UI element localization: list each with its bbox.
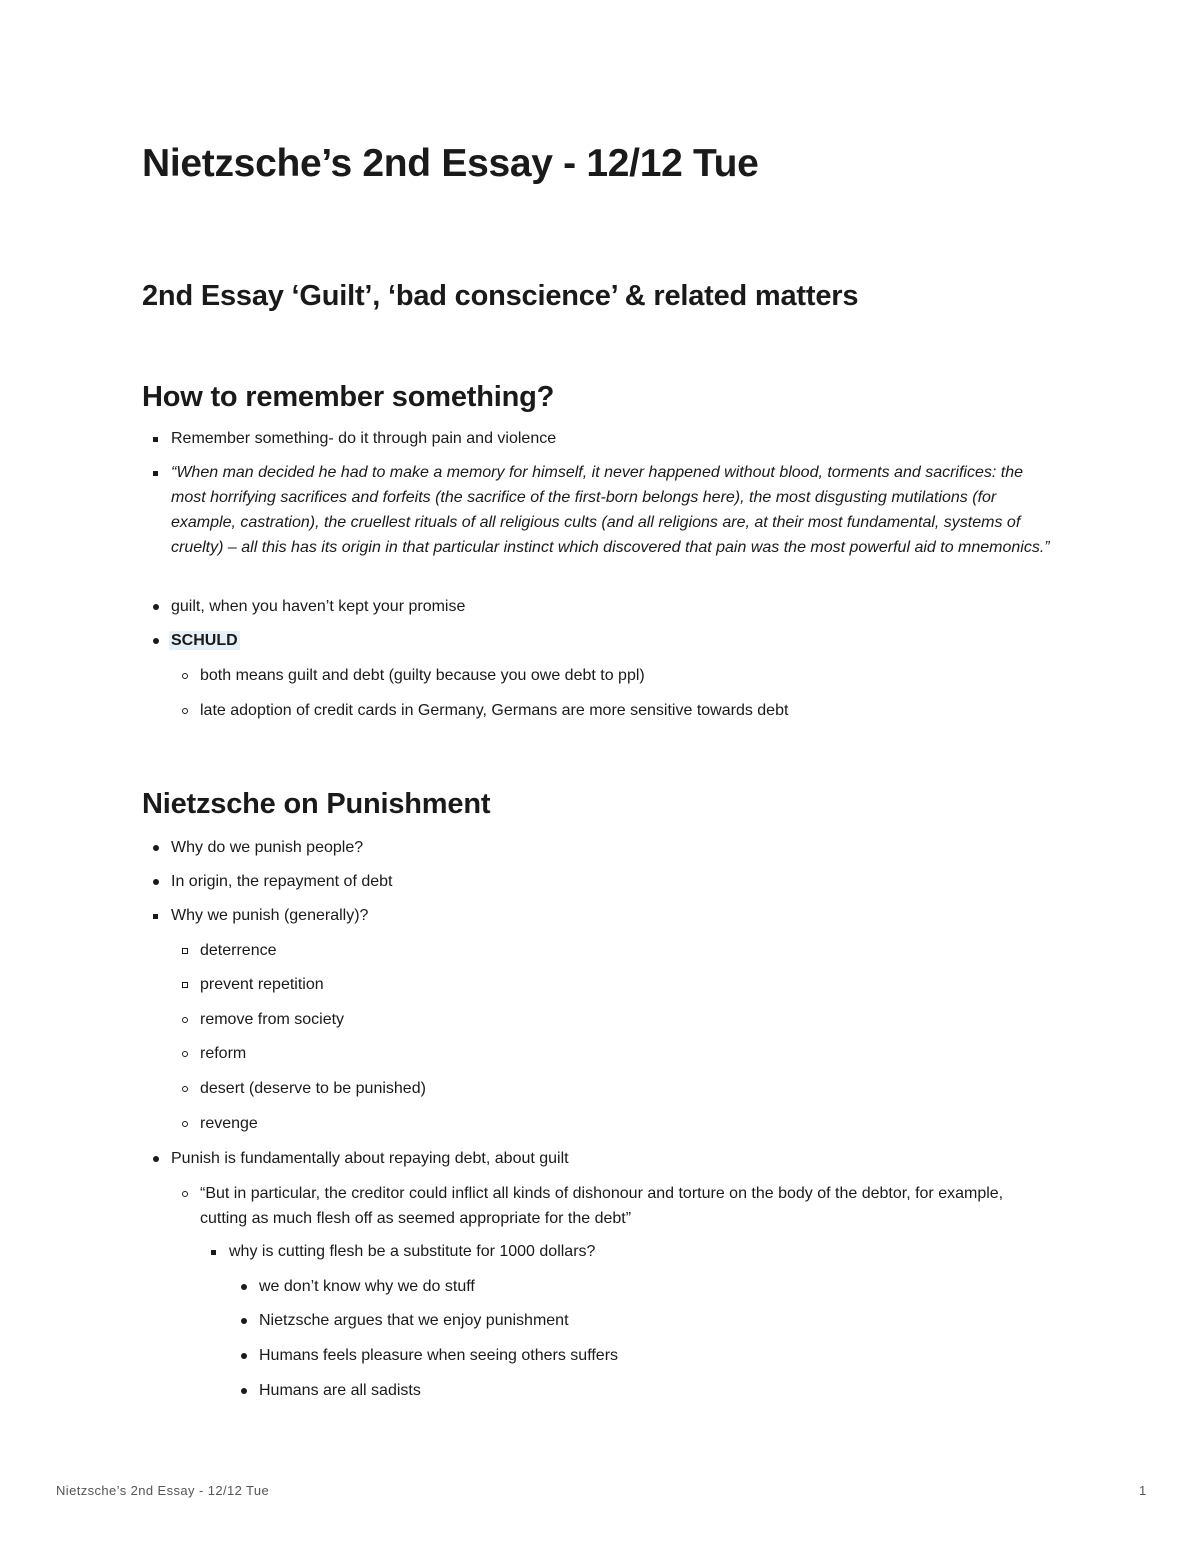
- list-item: Humans feels pleasure when seeing others suffers: [259, 1343, 618, 1368]
- list-item: Remember something- do it through pain and violence: [171, 426, 556, 451]
- page-title: Nietzsche’s 2nd Essay - 12/12 Tue: [142, 142, 759, 185]
- list-item: prevent repetition: [200, 972, 324, 997]
- list-item: remove from society: [200, 1007, 344, 1032]
- list-item: “When man decided he had to make a memory for himself, it never happened without blood, torments and sacrifices: the most horrifying sacrifices and forfeits (the sacrifice of the first-born belongs here), the most disgusting mutilations (for example, castration), the cruellest rituals of all religious cults (and all religions are, at their most fundamental, systems of cruelty) – all this has its origin in that particular instinct which discovered that pain was the most powerful aid to mnemonics.”: [171, 460, 1056, 560]
- dot-bullet-icon: [153, 1156, 159, 1162]
- circle-bullet-icon: [182, 1121, 188, 1127]
- circle-bullet-icon: [182, 1191, 188, 1197]
- list-item: [171, 628, 240, 653]
- dot-bullet-icon: [153, 845, 159, 851]
- highlighted-term: SCHULD: [171, 632, 238, 649]
- circle-bullet-icon: [182, 708, 188, 714]
- heading-remember: How to remember something?: [142, 381, 555, 413]
- square-bullet-icon: [153, 471, 158, 476]
- list-item: late adoption of credit cards in Germany, Germans are more sensitive towards debt: [200, 698, 788, 723]
- dot-bullet-icon: [153, 638, 159, 644]
- heading-punishment: Nietzsche on Punishment: [142, 788, 491, 820]
- hollow-square-bullet-icon: [182, 948, 188, 954]
- square-bullet-icon: [153, 914, 158, 919]
- dot-bullet-icon: [241, 1284, 247, 1290]
- section-subtitle: 2nd Essay ‘Guilt’, ‘bad conscience’ & related matters: [142, 280, 859, 312]
- list-item: Why we punish (generally)?: [171, 903, 368, 928]
- dot-bullet-icon: [241, 1318, 247, 1324]
- hollow-square-bullet-icon: [182, 982, 188, 988]
- list-item: why is cutting flesh be a substitute for 1000 dollars?: [229, 1239, 595, 1264]
- footer-title: Nietzsche’s 2nd Essay - 12/12 Tue: [56, 1483, 270, 1498]
- dot-bullet-icon: [241, 1353, 247, 1359]
- list-item: reform: [200, 1041, 246, 1066]
- circle-bullet-icon: [182, 1086, 188, 1092]
- list-item: Punish is fundamentally about repaying debt, about guilt: [171, 1146, 569, 1171]
- list-item: guilt, when you haven’t kept your promise: [171, 594, 465, 619]
- list-item: Humans are all sadists: [259, 1378, 421, 1403]
- list-item: desert (deserve to be punished): [200, 1076, 426, 1101]
- list-item: we don’t know why we do stuff: [259, 1274, 475, 1299]
- list-item: “But in particular, the creditor could inflict all kinds of dishonour and torture on the body of the debtor, for example, cutting as much flesh off as seemed appropriate for the debt”: [200, 1181, 1050, 1231]
- list-item: both means guilt and debt (guilty because you owe debt to ppl): [200, 663, 645, 688]
- dot-bullet-icon: [241, 1388, 247, 1394]
- list-item: revenge: [200, 1111, 258, 1136]
- dot-bullet-icon: [153, 879, 159, 885]
- list-item: Why do we punish people?: [171, 835, 363, 860]
- dot-bullet-icon: [153, 604, 159, 610]
- square-bullet-icon: [153, 437, 158, 442]
- list-item: Nietzsche argues that we enjoy punishment: [259, 1308, 569, 1333]
- page-number: 1: [1139, 1483, 1147, 1498]
- square-bullet-icon: [211, 1250, 216, 1255]
- list-item: In origin, the repayment of debt: [171, 869, 392, 894]
- circle-bullet-icon: [182, 1017, 188, 1023]
- circle-bullet-icon: [182, 673, 188, 679]
- circle-bullet-icon: [182, 1051, 188, 1057]
- list-item: deterrence: [200, 938, 277, 963]
